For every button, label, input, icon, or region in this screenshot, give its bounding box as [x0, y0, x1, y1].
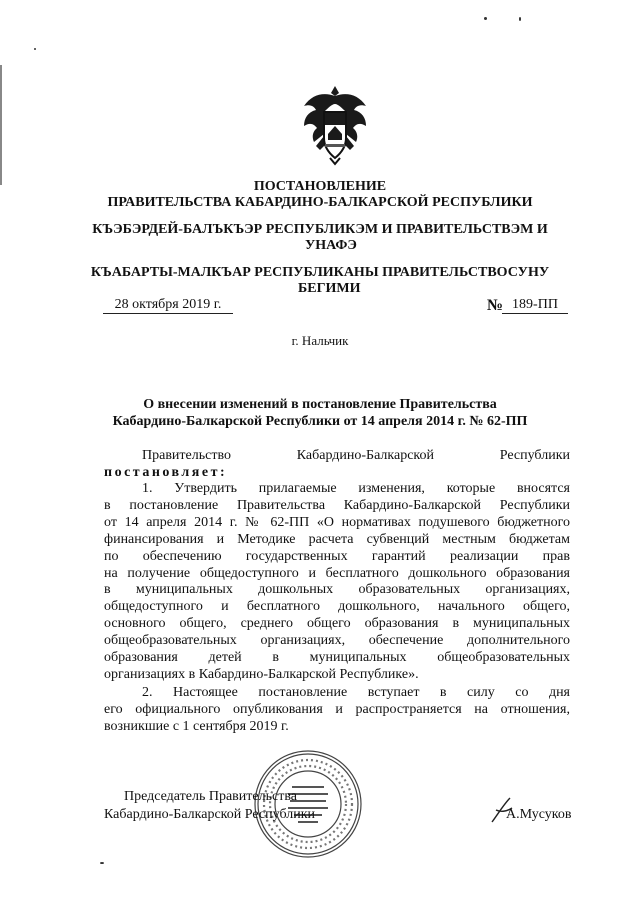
- decree-word: постановляет:: [104, 465, 228, 480]
- intro-line: [104, 448, 570, 464]
- item-1: [104, 481, 570, 684]
- intro-word: Республики: [499, 448, 570, 463]
- issuer-krc-line1: КЪАБАРТЫ-МАЛКЪАР РЕСПУБЛИКАНЫ ПРАВИТЕЛЬСТВОСУНУ: [90, 265, 550, 280]
- item-1-line: основного общего, среднего общего образования в муниципальных: [104, 616, 570, 632]
- issuer-kbd-line1: КЪЭБЭРДЕЙ-БАЛЪКЪЭР РЕСПУБЛИКЭМ И ПРАВИТЕЛЬСТВЭМ И: [92, 222, 548, 237]
- city: г. Нальчик: [291, 333, 349, 348]
- doc-type: ПОСТАНОВЛЕНИЕ: [253, 179, 387, 194]
- item-1-line: общедоступного и бесплатного дошкольного, начального общего,: [104, 599, 570, 615]
- scan-speck: [519, 17, 521, 21]
- item-2: [104, 685, 570, 736]
- item-2-line: возникшие с 1 сентября 2019 г.: [104, 718, 289, 734]
- title-line2: Кабардино-Балкарской Республики от 14 апреля 2014 г. № 62-ПП: [112, 414, 528, 429]
- item-1-line: общеобразовательных организациях, обеспечение дополнительного: [104, 633, 570, 649]
- scan-edge-mark: [0, 65, 2, 185]
- intro-word: Кабардино-Балкарской: [296, 448, 434, 463]
- item-2-line: его официального опубликования и распространяется на отношения,: [104, 701, 570, 717]
- issuer-kbd-line2: УНАФЭ: [305, 238, 357, 253]
- item-2-line: 2. Настоящее постановление вступает в силу со дня: [142, 685, 570, 700]
- signer-position-line2: Кабардино-Балкарской Республики: [104, 807, 315, 822]
- document-number: 189-ПП: [502, 297, 568, 314]
- signer-name: А.Мусуков: [506, 807, 572, 822]
- document-date: 28 октября 2019 г.: [103, 297, 233, 314]
- title-line1: О внесении изменений в постановление Правительства: [143, 397, 497, 412]
- issuer-krc-line2: БЕГИМИ: [298, 281, 361, 296]
- item-1-line: на получение общедоступного и бесплатного дошкольного образования: [104, 565, 570, 581]
- scan-speck: [100, 862, 104, 864]
- item-1-line: 1. Утвердить прилагаемые изменения, которые вносятся: [142, 481, 570, 496]
- number-label: №: [487, 297, 504, 314]
- scan-speck: [484, 17, 487, 20]
- item-1-line: от 14 апреля 2014 г. № 62-ПП «О нормативах подушевого бюджетного: [104, 514, 570, 530]
- issuer-ru: ПРАВИТЕЛЬСТВА КАБАРДИНО-БАЛКАРСКОЙ РЕСПУБЛИКИ: [107, 195, 533, 210]
- item-1-line: организациях в Кабардино-Балкарской Республике».: [104, 666, 419, 682]
- item-1-line: финансирования и Методике расчета субвенций местным бюджетам: [104, 531, 570, 547]
- scan-speck: [34, 48, 36, 50]
- item-1-line: по обеспечению государственных гарантий реализации прав: [104, 548, 570, 564]
- item-1-line: образования детей в муниципальных общеобразовательных: [104, 650, 570, 666]
- coat-of-arms-emblem: [300, 82, 370, 167]
- item-1-line: в муниципальных дошкольных образовательных организациях,: [104, 582, 570, 598]
- intro-word: Правительство: [142, 448, 231, 463]
- signer-position-line1: Председатель Правительства: [124, 789, 297, 804]
- item-1-line: в постановление Правительства Кабардино-Балкарской Республики: [104, 497, 570, 513]
